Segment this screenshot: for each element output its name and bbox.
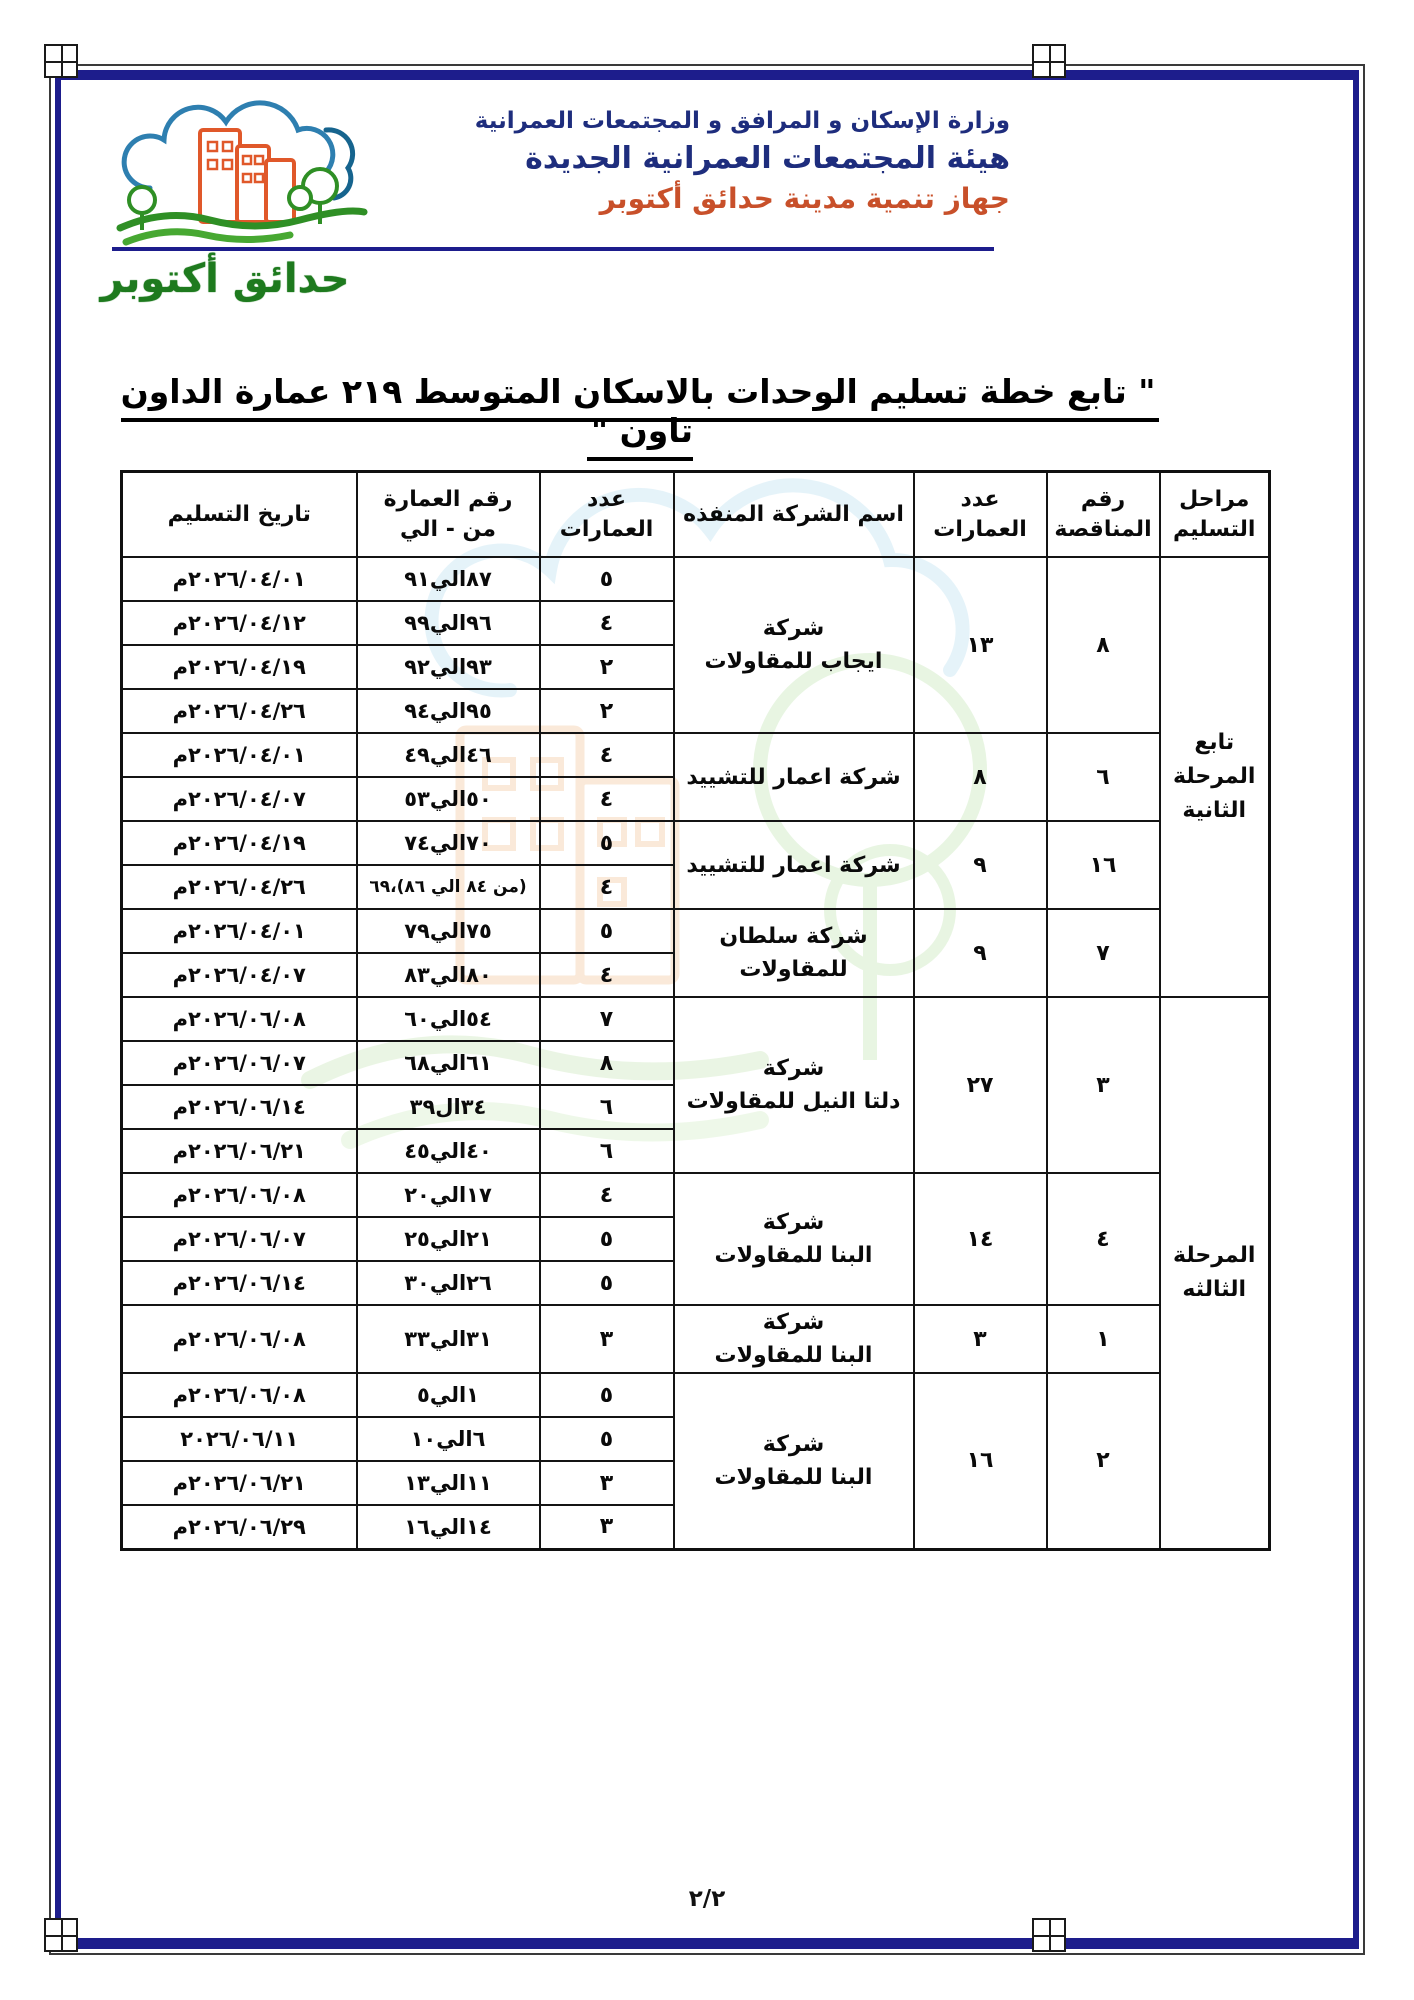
column-header-2: عدد العمارات bbox=[914, 472, 1047, 558]
buildings-count-cell: ٧ bbox=[540, 997, 674, 1041]
hadayek-october-logo-icon bbox=[112, 88, 372, 253]
header-divider bbox=[112, 247, 994, 251]
building-range-cell: ١٤الي١٦ bbox=[357, 1505, 540, 1549]
buildings-total-cell: ٣ bbox=[914, 1305, 1047, 1373]
buildings-count-cell: ٦ bbox=[540, 1085, 674, 1129]
building-range-cell: ١١الي١٣ bbox=[357, 1461, 540, 1505]
company-name-cell: شركة اعمار للتشييد bbox=[674, 733, 914, 821]
buildings-total-cell: ١٦ bbox=[914, 1373, 1047, 1549]
agency-name: جهاز تنمية مدينة حدائق أكتوبر bbox=[599, 182, 1010, 215]
building-range-cell: ٦الي١٠ bbox=[357, 1417, 540, 1461]
tender-number-cell: ٧ bbox=[1047, 909, 1160, 997]
company-name-cell: شركة البنا للمقاولات bbox=[674, 1373, 914, 1549]
buildings-count-cell: ٤ bbox=[540, 777, 674, 821]
stage-cell: تابع المرحلة الثانية bbox=[1160, 557, 1270, 997]
building-range-cell: ٩٦الي٩٩ bbox=[357, 601, 540, 645]
buildings-total-cell: ٨ bbox=[914, 733, 1047, 821]
buildings-count-cell: ٥ bbox=[540, 1261, 674, 1305]
buildings-count-cell: ٤ bbox=[540, 953, 674, 997]
delivery-date-cell: ٢٠٢٦/٠٤/٢٦م bbox=[122, 689, 357, 733]
delivery-date-cell: ٢٠٢٦/٠٤/١٩م bbox=[122, 821, 357, 865]
company-name-cell: شركة ايجاب للمقاولات bbox=[674, 557, 914, 733]
column-header-4: عدد العمارات bbox=[540, 472, 674, 558]
delivery-date-cell: ٢٠٢٦/٠٤/٠٧م bbox=[122, 953, 357, 997]
delivery-date-cell: ٢٠٢٦/٠٤/٢٦م bbox=[122, 865, 357, 909]
buildings-count-cell: ٥ bbox=[540, 1217, 674, 1261]
buildings-count-cell: ٣ bbox=[540, 1505, 674, 1549]
building-range-cell: ٤٠الي٤٥ bbox=[357, 1129, 540, 1173]
column-header-5: رقم العمارة من - الي bbox=[357, 472, 540, 558]
table-row bbox=[122, 909, 1270, 953]
page-number: ٢/٢ bbox=[688, 1886, 726, 1912]
delivery-date-cell: ٢٠٢٦/٠٦/٢٩م bbox=[122, 1505, 357, 1549]
delivery-schedule-table bbox=[120, 470, 1271, 1551]
building-range-cell: ١الي٥ bbox=[357, 1373, 540, 1417]
delivery-date-cell: ٢٠٢٦/٠٦/٠٨م bbox=[122, 1373, 357, 1417]
company-name-cell: شركة دلتا النيل للمقاولات bbox=[674, 997, 914, 1173]
table-row bbox=[122, 557, 1270, 601]
buildings-total-cell: ٢٧ bbox=[914, 997, 1047, 1173]
delivery-date-cell: ٢٠٢٦/٠٦/٢١م bbox=[122, 1461, 357, 1505]
buildings-count-cell: ٤ bbox=[540, 865, 674, 909]
company-name-cell: شركة اعمار للتشييد bbox=[674, 821, 914, 909]
stage-cell: المرحلة الثالثه bbox=[1160, 997, 1270, 1549]
table-row bbox=[122, 1173, 1270, 1217]
buildings-total-cell: ١٤ bbox=[914, 1173, 1047, 1305]
delivery-date-cell: ٢٠٢٦/٠٦/١٤م bbox=[122, 1261, 357, 1305]
delivery-date-cell: ٢٠٢٦/٠٦/٢١م bbox=[122, 1129, 357, 1173]
column-header-1: رقم المناقصة bbox=[1047, 472, 1160, 558]
column-header-3: اسم الشركة المنفذه bbox=[674, 472, 914, 558]
buildings-count-cell: ٥ bbox=[540, 1373, 674, 1417]
building-range-cell: ٧٥الي٧٩ bbox=[357, 909, 540, 953]
building-range-cell: ٤٦الي٤٩ bbox=[357, 733, 540, 777]
building-range-cell: ٢١الي٢٥ bbox=[357, 1217, 540, 1261]
delivery-date-cell: ٢٠٢٦/٠٦/١١ bbox=[122, 1417, 357, 1461]
building-range-cell: ٧٠الي٧٤ bbox=[357, 821, 540, 865]
logo-wordmark: حدائق أكتوبر bbox=[100, 256, 350, 302]
delivery-date-cell: ٢٠٢٦/٠٤/١٢م bbox=[122, 601, 357, 645]
building-range-cell: ٢٦الي٣٠ bbox=[357, 1261, 540, 1305]
buildings-count-cell: ٣ bbox=[540, 1461, 674, 1505]
buildings-total-cell: ١٣ bbox=[914, 557, 1047, 733]
ministry-name: وزارة الإسكان و المرافق و المجتمعات العمرانية bbox=[474, 108, 1010, 134]
column-header-0: مراحل التسليم bbox=[1160, 472, 1270, 558]
authority-name: هيئة المجتمعات العمرانية الجديدة bbox=[525, 140, 1010, 176]
buildings-count-cell: ٢ bbox=[540, 689, 674, 733]
delivery-date-cell: ٢٠٢٦/٠٤/٠١م bbox=[122, 557, 357, 601]
table-row bbox=[122, 821, 1270, 865]
tender-number-cell: ٤ bbox=[1047, 1173, 1160, 1305]
tender-number-cell: ٣ bbox=[1047, 997, 1160, 1173]
table-row bbox=[122, 733, 1270, 777]
delivery-date-cell: ٢٠٢٦/٠٦/٠٨م bbox=[122, 1305, 357, 1373]
registration-mark-icon bbox=[44, 1918, 78, 1952]
buildings-count-cell: ٣ bbox=[540, 1305, 674, 1373]
building-range-cell: ١٧الي٢٠ bbox=[357, 1173, 540, 1217]
company-name-cell: شركة البنا للمقاولات bbox=[674, 1173, 914, 1305]
building-range-cell: ٨٠الي٨٣ bbox=[357, 953, 540, 997]
tender-number-cell: ٢ bbox=[1047, 1373, 1160, 1549]
building-range-cell: ٨٧الي٩١ bbox=[357, 557, 540, 601]
building-range-cell: ٥٤الي٦٠ bbox=[357, 997, 540, 1041]
tender-number-cell: ٨ bbox=[1047, 557, 1160, 733]
buildings-count-cell: ٥ bbox=[540, 821, 674, 865]
building-range-cell: ٣٤ال٣٩ bbox=[357, 1085, 540, 1129]
buildings-count-cell: ٥ bbox=[540, 557, 674, 601]
registration-mark-icon bbox=[1032, 44, 1066, 78]
delivery-date-cell: ٢٠٢٦/٠٦/٠٨م bbox=[122, 1173, 357, 1217]
delivery-date-cell: ٢٠٢٦/٠٦/٠٧م bbox=[122, 1041, 357, 1085]
document-title: " تابع خطة تسليم الوحدات بالاسكان المتوسط ٢١٩ عمارة الداون تاون " bbox=[110, 372, 1170, 450]
delivery-date-cell: ٢٠٢٦/٠٦/٠٨م bbox=[122, 997, 357, 1041]
table-row bbox=[122, 997, 1270, 1041]
delivery-date-cell: ٢٠٢٦/٠٤/٠١م bbox=[122, 909, 357, 953]
building-range-cell: ٩٥الي٩٤ bbox=[357, 689, 540, 733]
delivery-date-cell: ٢٠٢٦/٠٦/٠٧م bbox=[122, 1217, 357, 1261]
buildings-count-cell: ٨ bbox=[540, 1041, 674, 1085]
table-row bbox=[122, 1373, 1270, 1417]
building-range-cell: ٩٣الي٩٢ bbox=[357, 645, 540, 689]
building-range-cell: ٣١الي٣٣ bbox=[357, 1305, 540, 1373]
company-name-cell: شركة سلطان للمقاولات bbox=[674, 909, 914, 997]
delivery-date-cell: ٢٠٢٦/٠٦/١٤م bbox=[122, 1085, 357, 1129]
delivery-date-cell: ٢٠٢٦/٠٤/٠٧م bbox=[122, 777, 357, 821]
tender-number-cell: ١ bbox=[1047, 1305, 1160, 1373]
company-name-cell: شركة البنا للمقاولات bbox=[674, 1305, 914, 1373]
buildings-count-cell: ٥ bbox=[540, 1417, 674, 1461]
buildings-count-cell: ٢ bbox=[540, 645, 674, 689]
buildings-count-cell: ٤ bbox=[540, 1173, 674, 1217]
building-range-cell: ٦١الي٦٨ bbox=[357, 1041, 540, 1085]
building-range-cell: (من ٨٤ الي ٨٦)،٦٩ bbox=[357, 865, 540, 909]
delivery-date-cell: ٢٠٢٦/٠٤/١٩م bbox=[122, 645, 357, 689]
delivery-date-cell: ٢٠٢٦/٠٤/٠١م bbox=[122, 733, 357, 777]
registration-mark-icon bbox=[1032, 1918, 1066, 1952]
buildings-count-cell: ٦ bbox=[540, 1129, 674, 1173]
buildings-count-cell: ٤ bbox=[540, 601, 674, 645]
buildings-total-cell: ٩ bbox=[914, 909, 1047, 997]
buildings-total-cell: ٩ bbox=[914, 821, 1047, 909]
buildings-count-cell: ٤ bbox=[540, 733, 674, 777]
tender-number-cell: ٦ bbox=[1047, 733, 1160, 821]
registration-mark-icon bbox=[44, 44, 78, 78]
buildings-count-cell: ٥ bbox=[540, 909, 674, 953]
table-row bbox=[122, 1305, 1270, 1373]
tender-number-cell: ١٦ bbox=[1047, 821, 1160, 909]
column-header-6: تاريخ التسليم bbox=[122, 472, 357, 558]
building-range-cell: ٥٠الي٥٣ bbox=[357, 777, 540, 821]
